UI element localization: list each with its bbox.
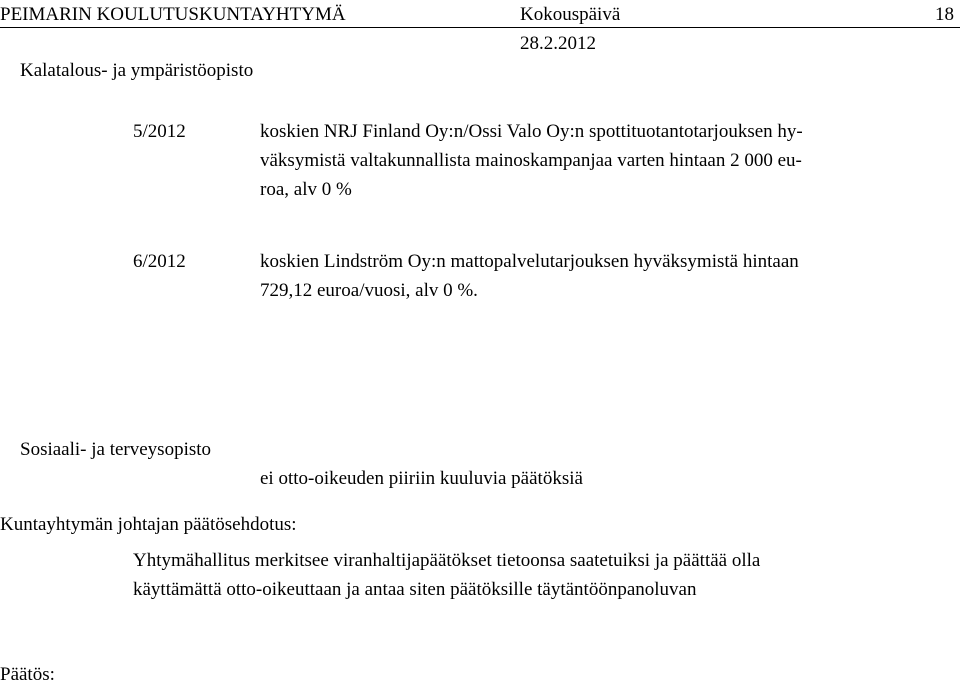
- decision-text-line: 729,12 euroa/vuosi, alv 0 %.: [260, 280, 478, 301]
- decision-text-line: koskien NRJ Finland Oy:n/Ossi Valo Oy:n spottituotantotarjouksen hy-: [260, 121, 803, 142]
- page-number: 18: [935, 4, 954, 25]
- header-divider: [0, 27, 960, 28]
- proposal-text-line: Yhtymähallitus merkitsee viranhaltijapäätökset tietoonsa saatetuiksi ja päättää olla: [133, 550, 761, 571]
- proposal-text-line: käyttämättä otto-oikeuttaan ja antaa siten päätöksille täytäntöönpanoluvan: [133, 579, 697, 600]
- decision-text-line: roa, alv 0 %: [260, 179, 352, 200]
- decision-number: 5/2012: [133, 121, 186, 142]
- decision-number: 6/2012: [133, 251, 186, 272]
- decision-text-line: väksymistä valtakunnallista mainoskampanjaa varten hintaan 2 000 eu-: [260, 150, 802, 171]
- organization-name: PEIMARIN KOULUTUSKUNTAYHTYMÄ: [0, 4, 346, 25]
- decision-text-line: koskien Lindström Oy:n mattopalvelutarjouksen hyväksymistä hintaan: [260, 251, 799, 272]
- section-note: ei otto-oikeuden piiriin kuuluvia päätöksiä: [260, 468, 583, 489]
- decision-label: Päätös:: [0, 664, 55, 685]
- section-heading: Sosiaali- ja terveysopisto: [20, 439, 212, 460]
- proposal-heading: Kuntayhtymän johtajan päätösehdotus:: [0, 514, 297, 535]
- meeting-label: Kokouspäivä: [520, 4, 621, 25]
- department-heading: Kalatalous- ja ympäristöopisto: [20, 60, 254, 81]
- meeting-date: 28.2.2012: [520, 33, 596, 54]
